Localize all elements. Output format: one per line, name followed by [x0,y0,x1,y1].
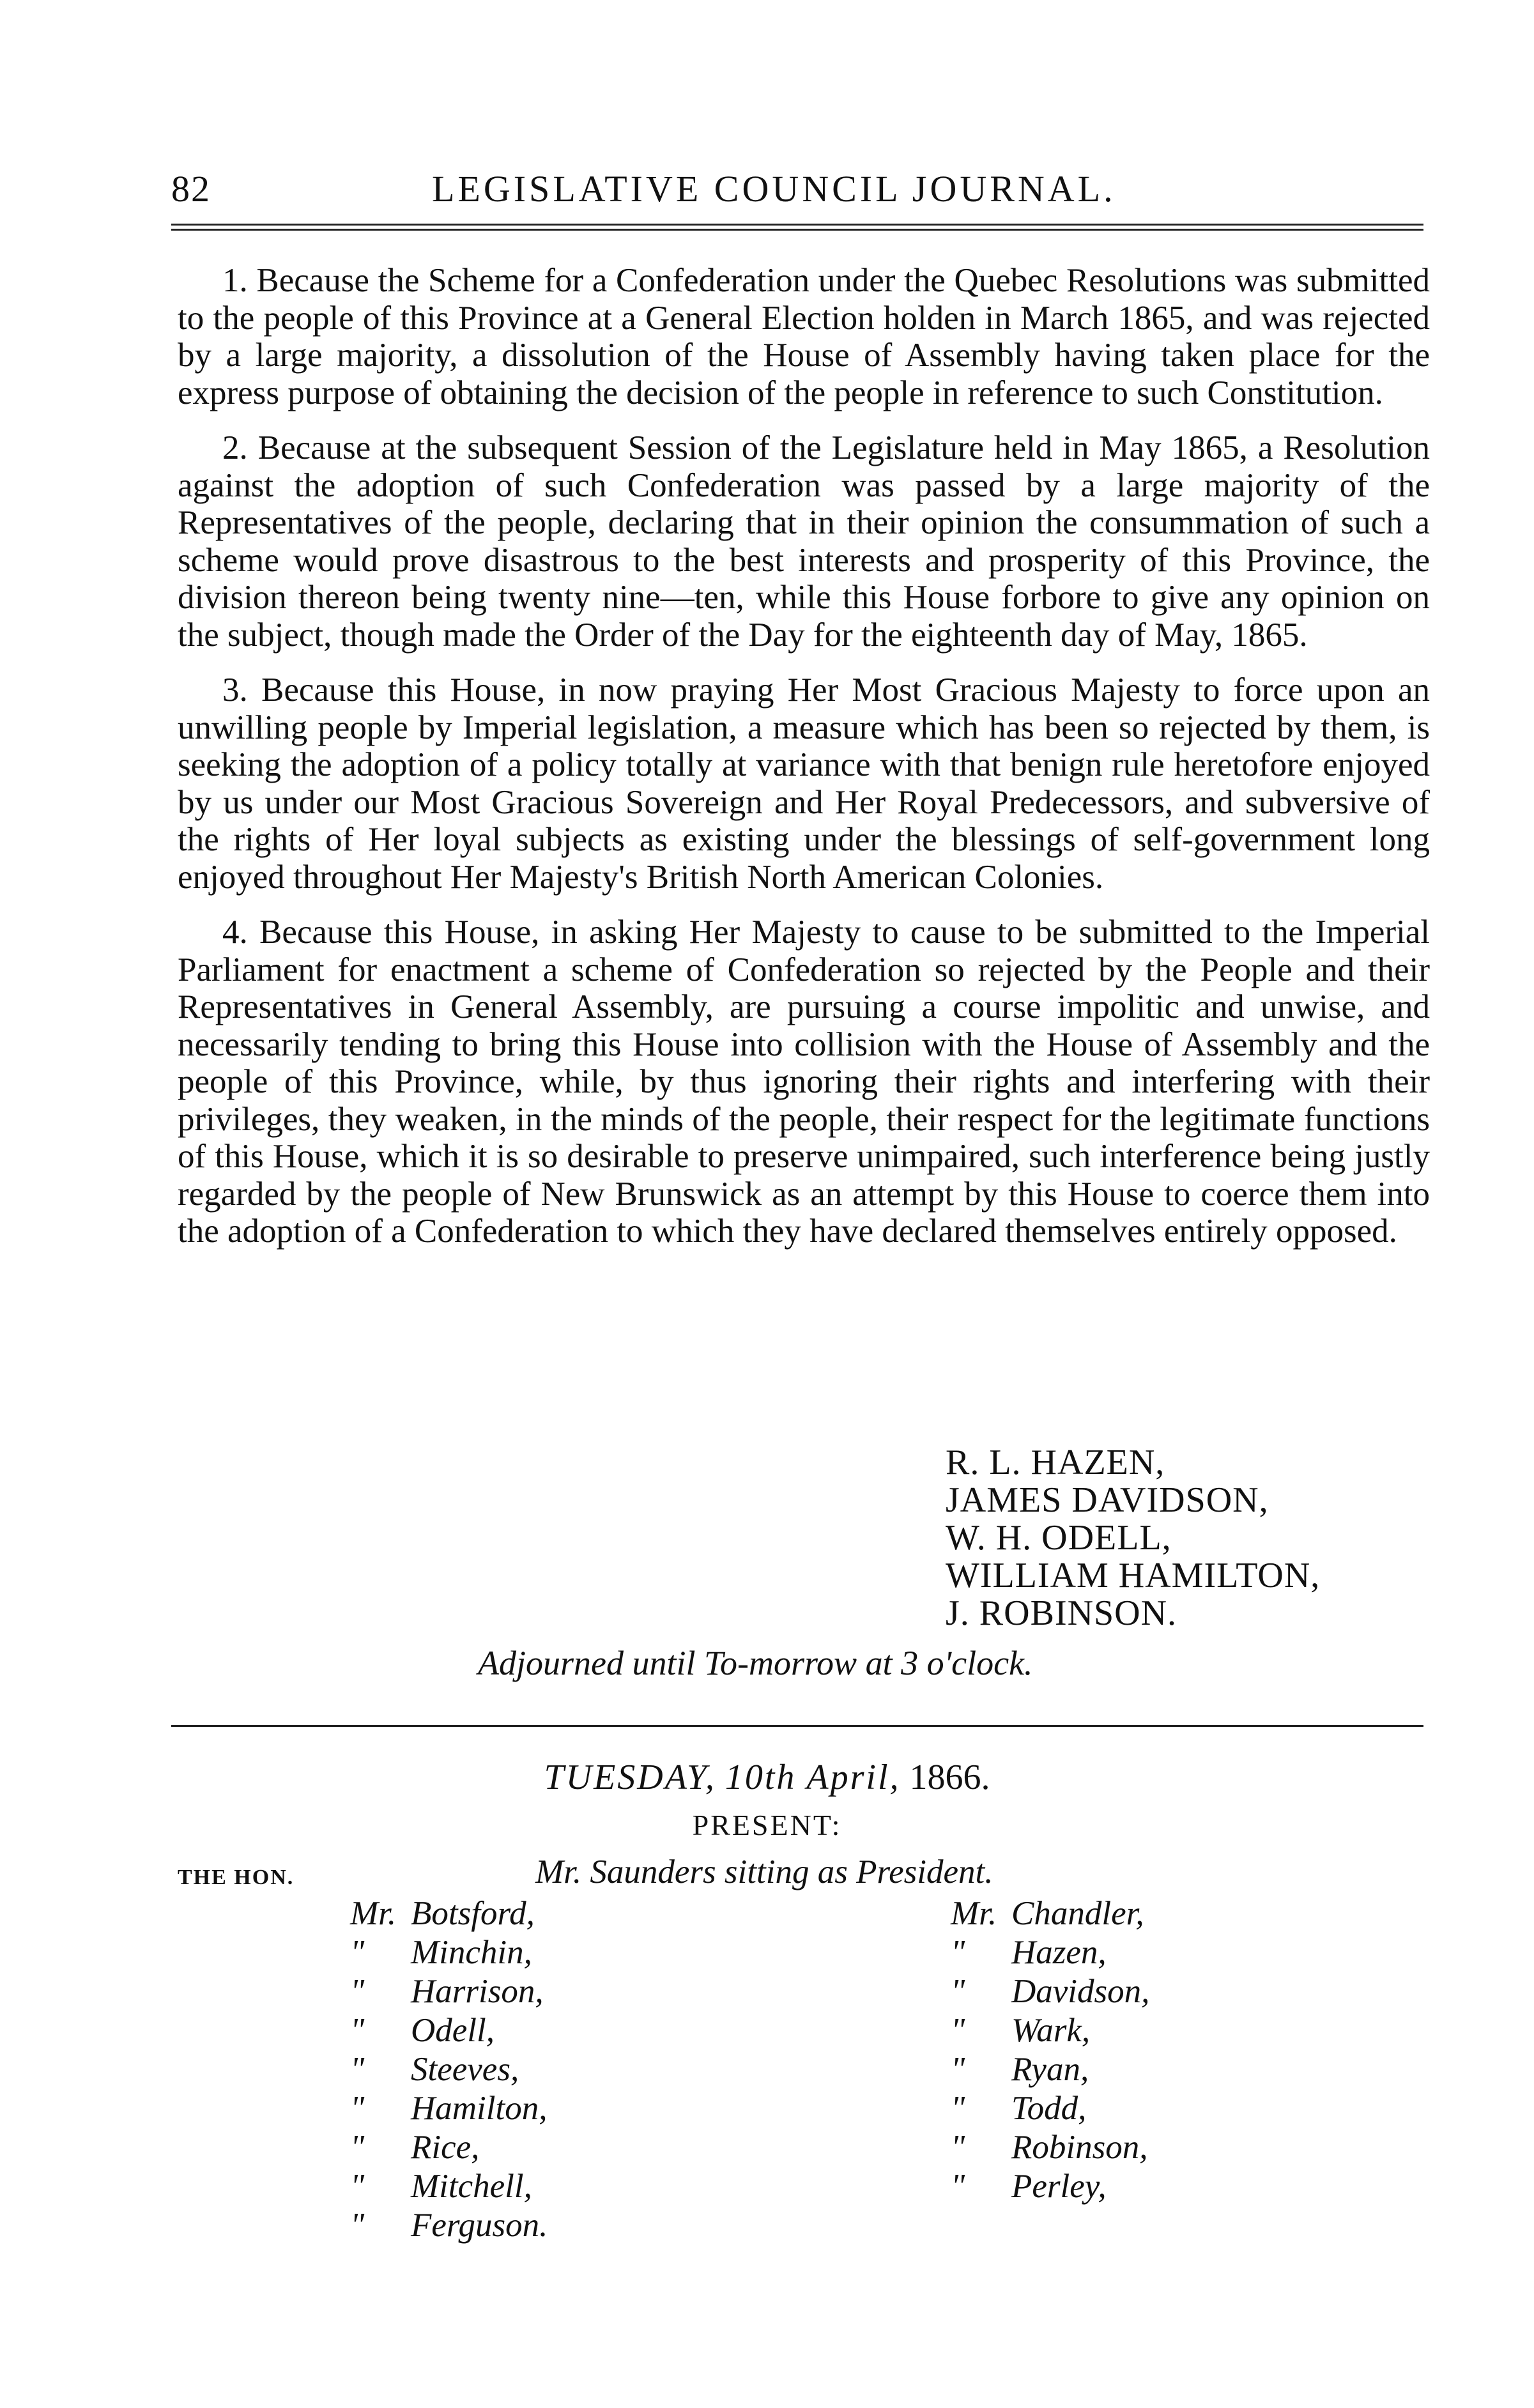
member-name: Rice, [411,2129,480,2166]
member-row [350,2206,548,2245]
member-row [951,2128,1149,2167]
member-row [350,1972,548,2011]
member-row [350,2128,548,2167]
protest-reasons [178,262,1430,1268]
reason-paragraph-4: 4. Because this House, in asking Her Majesty to cause to be submitted to the Imperial Parliament for enactment a scheme of Confederation so rejected by the People and their Representatives in General Assembly, are pursuing a course impolitic and unwise, and necessarily tending to bring this House into collision with the House of Assembly and the people of this Province, while, by thus ignoring their rights and interfering with their privileges, they weaken, in the minds of the people, their respect for the legitimate functions of this House, which it is so desirable to preserve unimpaired, such interference being justly regarded by the people of New Brunswick as an attempt by this House to coerce them into the adoption of a Confederation to which they have declared themselves entirely opposed. [178,914,1430,1250]
member-row [951,2167,1149,2206]
members-right-column [951,1894,1149,2206]
member-row [350,2011,548,2050]
reason-paragraph-1: 1. Because the Scheme for a Confederation under the Quebec Resolutions was submitted to the people of this Province at a General Election holden in March 1865, and was rejected by a large majority, a dissolution of the House of Assembly having taken place for the express purpose of obtaining the decision of the people in reference to such Constitution. [178,262,1430,411]
member-prefix: " [951,2090,965,2127]
member-prefix: " [951,2051,965,2088]
member-name: Davidson, [1011,1973,1150,2010]
the-hon-label: THE HON. [178,1866,295,1889]
member-name: Botsford, [411,1895,535,1932]
session-day: TUESDAY, [544,1758,716,1797]
member-prefix: Mr. [951,1895,997,1932]
member-name: Minchin, [411,1934,532,1971]
page-header [171,167,1423,212]
reason-paragraph-3: 3. Because this House, in now praying Her Most Gracious Majesty to force upon an unwilling people by Imperial legislation, a measure which has been so rejected by them, is seeking the adoption of a policy totally at variance with that benign rule heretofore enjoyed by us under our Most Gracious Sovereign and Her Royal Predecessors, and subversive of the rights of Her loyal subjects as existing under the blessings of self-government long enjoyed throughout Her Majesty's British North American Colonies. [178,671,1430,896]
member-row [951,1933,1149,1972]
session-date-text: 10th April, [725,1758,901,1797]
member-name: Mitchell, [411,2168,532,2205]
member-name: Hazen, [1011,1934,1107,1971]
signatory: J. ROBINSON. [946,1593,1177,1633]
member-row [350,2089,548,2128]
member-name: Wark, [1011,2012,1091,2049]
member-name: Harrison, [411,1973,544,2010]
member-name: Hamilton, [411,2090,548,2127]
member-prefix: " [350,1934,365,1971]
session-date [0,1757,1534,1798]
member-prefix: " [350,2207,365,2244]
member-prefix: " [350,2090,365,2127]
member-row [951,2089,1149,2128]
member-name: Ryan, [1011,2051,1089,2088]
signatory: WILLIAM HAMILTON, [946,1556,1321,1595]
member-prefix: " [350,2012,365,2049]
member-row [350,2050,548,2089]
reason-paragraph-2: 2. Because at the subsequent Session of the Legislature held in May 1865, a Resolution against the adoption of such Confederation was passed by a large majority of the Representatives of the people, declaring that in their opinion the consummation of such a scheme would prove disastrous to the best interests and prosperity of this Province, the division thereon being twenty nine—ten, while this House forbore to give any opinion on the subject, though made the Order of the Day for the eighteenth day of May, 1865. [178,429,1430,654]
member-prefix: " [951,1934,965,1971]
member-row [951,2011,1149,2050]
member-prefix: " [350,2051,365,2088]
member-name: Ferguson. [411,2207,548,2244]
president-line: Mr. Saunders sitting as President. [535,1853,993,1890]
member-row [350,1933,548,1972]
adjournment-note: Adjourned until To-morrow at 3 o'clock. [478,1644,1033,1682]
member-row [350,2167,548,2206]
member-prefix: " [951,2168,965,2205]
present-heading: PRESENT: [692,1809,842,1841]
signatory: JAMES DAVIDSON, [946,1480,1269,1520]
member-prefix: " [951,1973,965,2010]
signatories [946,1444,1320,1632]
member-row [951,1972,1149,2011]
member-prefix: " [951,2012,965,2049]
member-row [350,1894,548,1933]
member-name: Odell, [411,2012,495,2049]
member-name: Perley, [1011,2168,1107,2205]
member-name: Steeves, [411,2051,519,2088]
header-double-rule [171,224,1423,231]
member-prefix: " [350,1973,365,2010]
member-name: Robinson, [1011,2129,1148,2166]
signatory: R. L. HAZEN, [946,1443,1165,1482]
member-prefix: " [350,2129,365,2166]
member-prefix: " [951,2129,965,2166]
member-prefix: Mr. [350,1895,397,1932]
member-row [951,2050,1149,2089]
page-title: LEGISLATIVE COUNCIL JOURNAL. [432,168,1116,210]
members-left-column [350,1894,548,2245]
member-row [951,1894,1149,1933]
page-number: 82 [171,168,211,210]
section-rule [171,1725,1423,1727]
member-name: Todd, [1011,2090,1087,2127]
signatory: W. H. ODELL, [946,1518,1172,1558]
session-year: 1866. [909,1758,990,1797]
member-prefix: " [350,2168,365,2205]
member-name: Chandler, [1011,1895,1144,1932]
